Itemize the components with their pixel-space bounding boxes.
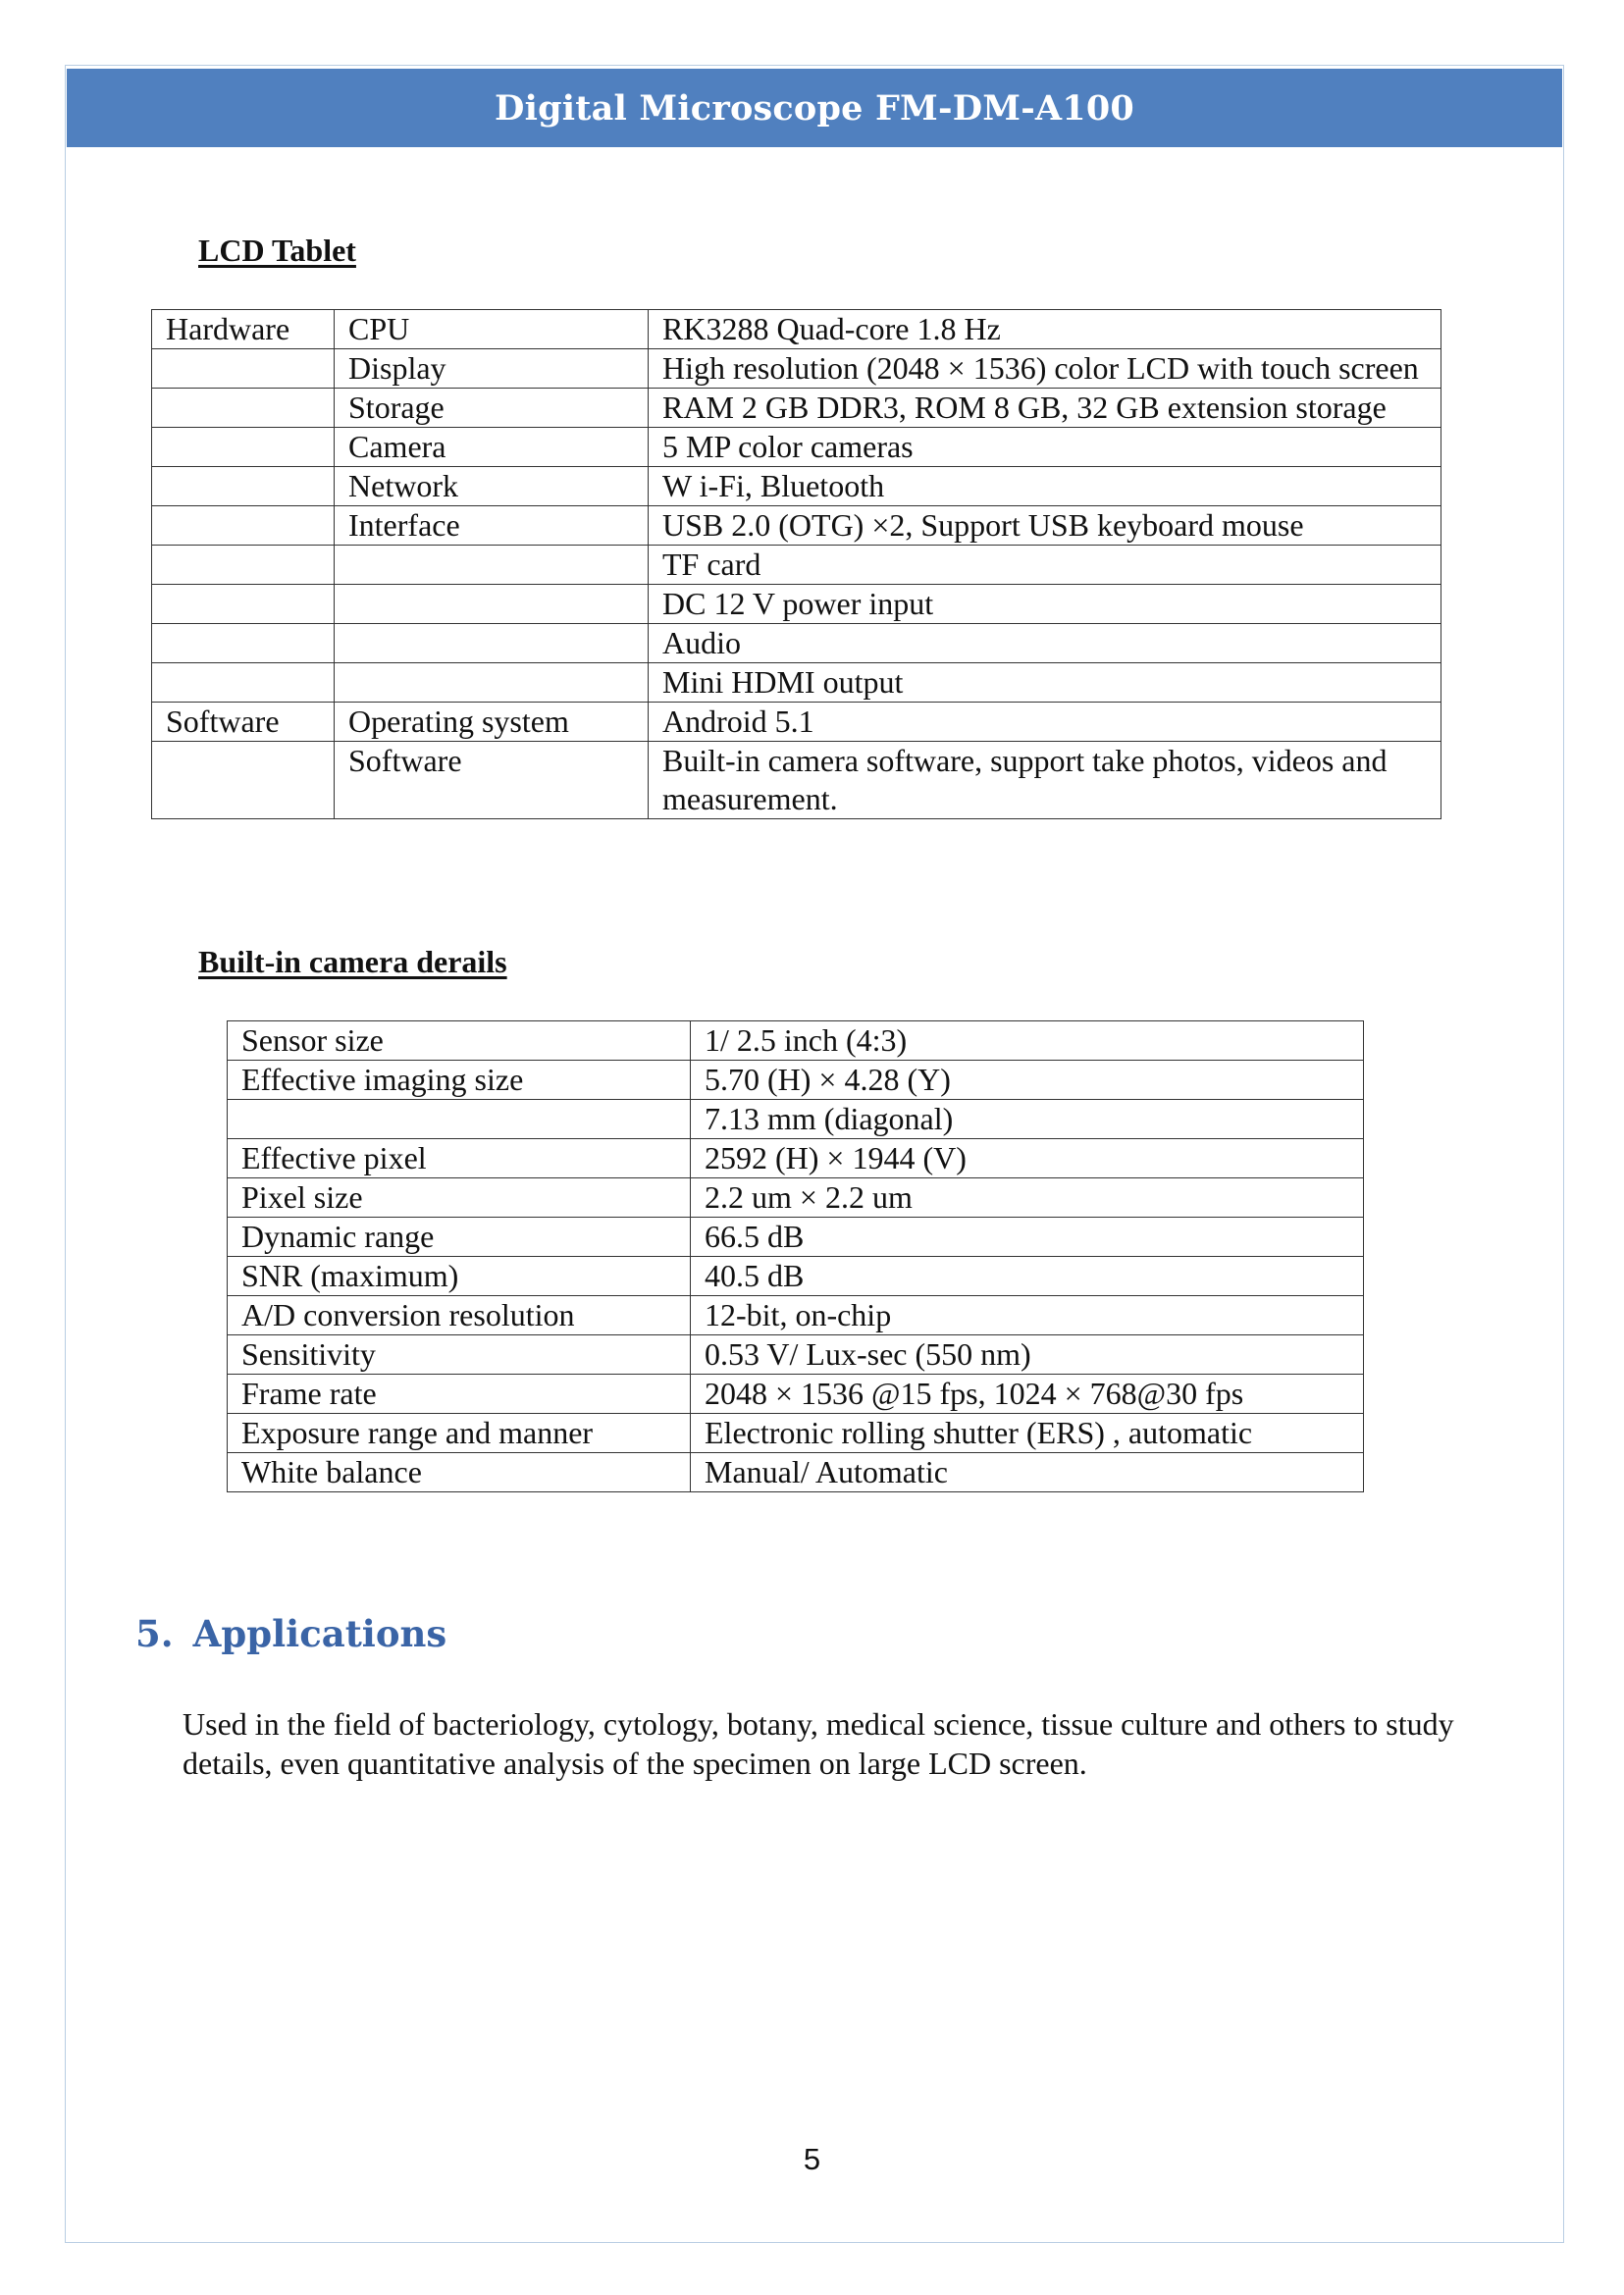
table-cell-item: Operating system	[335, 703, 649, 742]
table-cell-value: DC 12 V power input	[649, 585, 1441, 624]
table-cell-category	[152, 742, 335, 819]
table-cell-value: 66.5 dB	[691, 1218, 1364, 1257]
table-cell-label: Frame rate	[228, 1375, 691, 1414]
table-row	[228, 1414, 1364, 1453]
table-cell-item	[335, 546, 649, 585]
table-cell-label: Sensitivity	[228, 1335, 691, 1375]
table-cell-item	[335, 624, 649, 663]
camera-details-heading: Built-in camera derails	[198, 944, 507, 979]
table-cell-item: Storage	[335, 389, 649, 428]
table-row	[152, 467, 1441, 506]
table-cell-item	[335, 663, 649, 703]
table-cell-item: Display	[335, 349, 649, 389]
table-row	[228, 1139, 1364, 1178]
table-cell-value: Built-in camera software, support take photos, videos and measurement.	[649, 742, 1441, 819]
table-cell-value: Electronic rolling shutter (ERS) , automatic	[691, 1414, 1364, 1453]
table-row	[152, 663, 1441, 703]
table-cell-value: 2592 (H) × 1944 (V)	[691, 1139, 1364, 1178]
table-cell-item: Network	[335, 467, 649, 506]
table-cell-value: 40.5 dB	[691, 1257, 1364, 1296]
camera-details-table	[227, 1020, 1364, 1492]
table-row	[152, 428, 1441, 467]
table-row	[228, 1178, 1364, 1218]
table-cell-value: 7.13 mm (diagonal)	[691, 1100, 1364, 1139]
table-cell-value: 0.53 V/ Lux-sec (550 nm)	[691, 1335, 1364, 1375]
table-cell-label: Sensor size	[228, 1021, 691, 1061]
table-cell-label: SNR (maximum)	[228, 1257, 691, 1296]
table-cell-label: Exposure range and manner	[228, 1414, 691, 1453]
table-cell-label: Effective pixel	[228, 1139, 691, 1178]
page-number: 5	[803, 2142, 821, 2176]
table-cell-value: Audio	[649, 624, 1441, 663]
applications-heading	[135, 1612, 446, 1655]
lcd-tablet-heading: LCD Tablet	[198, 233, 356, 268]
table-cell-value: 12-bit, on-chip	[691, 1296, 1364, 1335]
table-cell-value: 2048 × 1536 @15 fps, 1024 × 768@30 fps	[691, 1375, 1364, 1414]
header-bar	[67, 69, 1562, 147]
table-row	[152, 546, 1441, 585]
table-cell-category	[152, 585, 335, 624]
table-cell-value: RK3288 Quad-core 1.8 Hz	[649, 310, 1441, 349]
table-row	[152, 585, 1441, 624]
table-cell-item: CPU	[335, 310, 649, 349]
table-cell-label: A/D conversion resolution	[228, 1296, 691, 1335]
table-cell-item	[335, 585, 649, 624]
applications-paragraph: Used in the field of bacteriology, cytology, botany, medical science, tissue culture and others to study details, even quantitative analysis of the specimen on large LCD screen.	[183, 1706, 1454, 1781]
table-row	[152, 389, 1441, 428]
table-cell-value: 2.2 um × 2.2 um	[691, 1178, 1364, 1218]
table-cell-label: Dynamic range	[228, 1218, 691, 1257]
table-row	[228, 1453, 1364, 1492]
table-cell-label: White balance	[228, 1453, 691, 1492]
section-number: 5.	[135, 1612, 174, 1655]
table-cell-value: Android 5.1	[649, 703, 1441, 742]
table-cell-label	[228, 1100, 691, 1139]
table-cell-category	[152, 389, 335, 428]
table-row	[228, 1100, 1364, 1139]
table-cell-category	[152, 624, 335, 663]
table-row	[152, 703, 1441, 742]
table-cell-label: Pixel size	[228, 1178, 691, 1218]
table-cell-value: High resolution (2048 × 1536) color LCD with touch screen	[649, 349, 1441, 389]
table-row	[228, 1218, 1364, 1257]
table-cell-category	[152, 663, 335, 703]
table-cell-value: Mini HDMI output	[649, 663, 1441, 703]
table-row	[152, 506, 1441, 546]
table-row	[228, 1335, 1364, 1375]
table-cell-value: RAM 2 GB DDR3, ROM 8 GB, 32 GB extension storage	[649, 389, 1441, 428]
table-cell-item: Interface	[335, 506, 649, 546]
document-title: Digital Microscope FM-DM-A100	[495, 87, 1134, 129]
table-cell-category	[152, 506, 335, 546]
table-row	[228, 1021, 1364, 1061]
table-row	[152, 310, 1441, 349]
table-cell-value: Manual/ Automatic	[691, 1453, 1364, 1492]
table-cell-value: 1/ 2.5 inch (4:3)	[691, 1021, 1364, 1061]
table-cell-category	[152, 546, 335, 585]
table-row	[152, 742, 1441, 819]
table-cell-value: USB 2.0 (OTG) ×2, Support USB keyboard mouse	[649, 506, 1441, 546]
table-cell-item: Camera	[335, 428, 649, 467]
table-cell-category: Hardware	[152, 310, 335, 349]
lcd-tablet-table	[151, 309, 1441, 819]
table-cell-label: Effective imaging size	[228, 1061, 691, 1100]
table-cell-item: Software	[335, 742, 649, 819]
table-cell-value: TF card	[649, 546, 1441, 585]
table-row	[228, 1061, 1364, 1100]
section-title: Applications	[192, 1612, 447, 1655]
table-row	[228, 1257, 1364, 1296]
table-cell-value: 5.70 (H) × 4.28 (Y)	[691, 1061, 1364, 1100]
table-row	[228, 1375, 1364, 1414]
table-cell-category	[152, 349, 335, 389]
table-cell-category	[152, 428, 335, 467]
table-cell-value: W i-Fi, Bluetooth	[649, 467, 1441, 506]
table-row	[152, 349, 1441, 389]
table-cell-category: Software	[152, 703, 335, 742]
table-row	[228, 1296, 1364, 1335]
table-cell-category	[152, 467, 335, 506]
table-row	[152, 624, 1441, 663]
table-cell-value: 5 MP color cameras	[649, 428, 1441, 467]
